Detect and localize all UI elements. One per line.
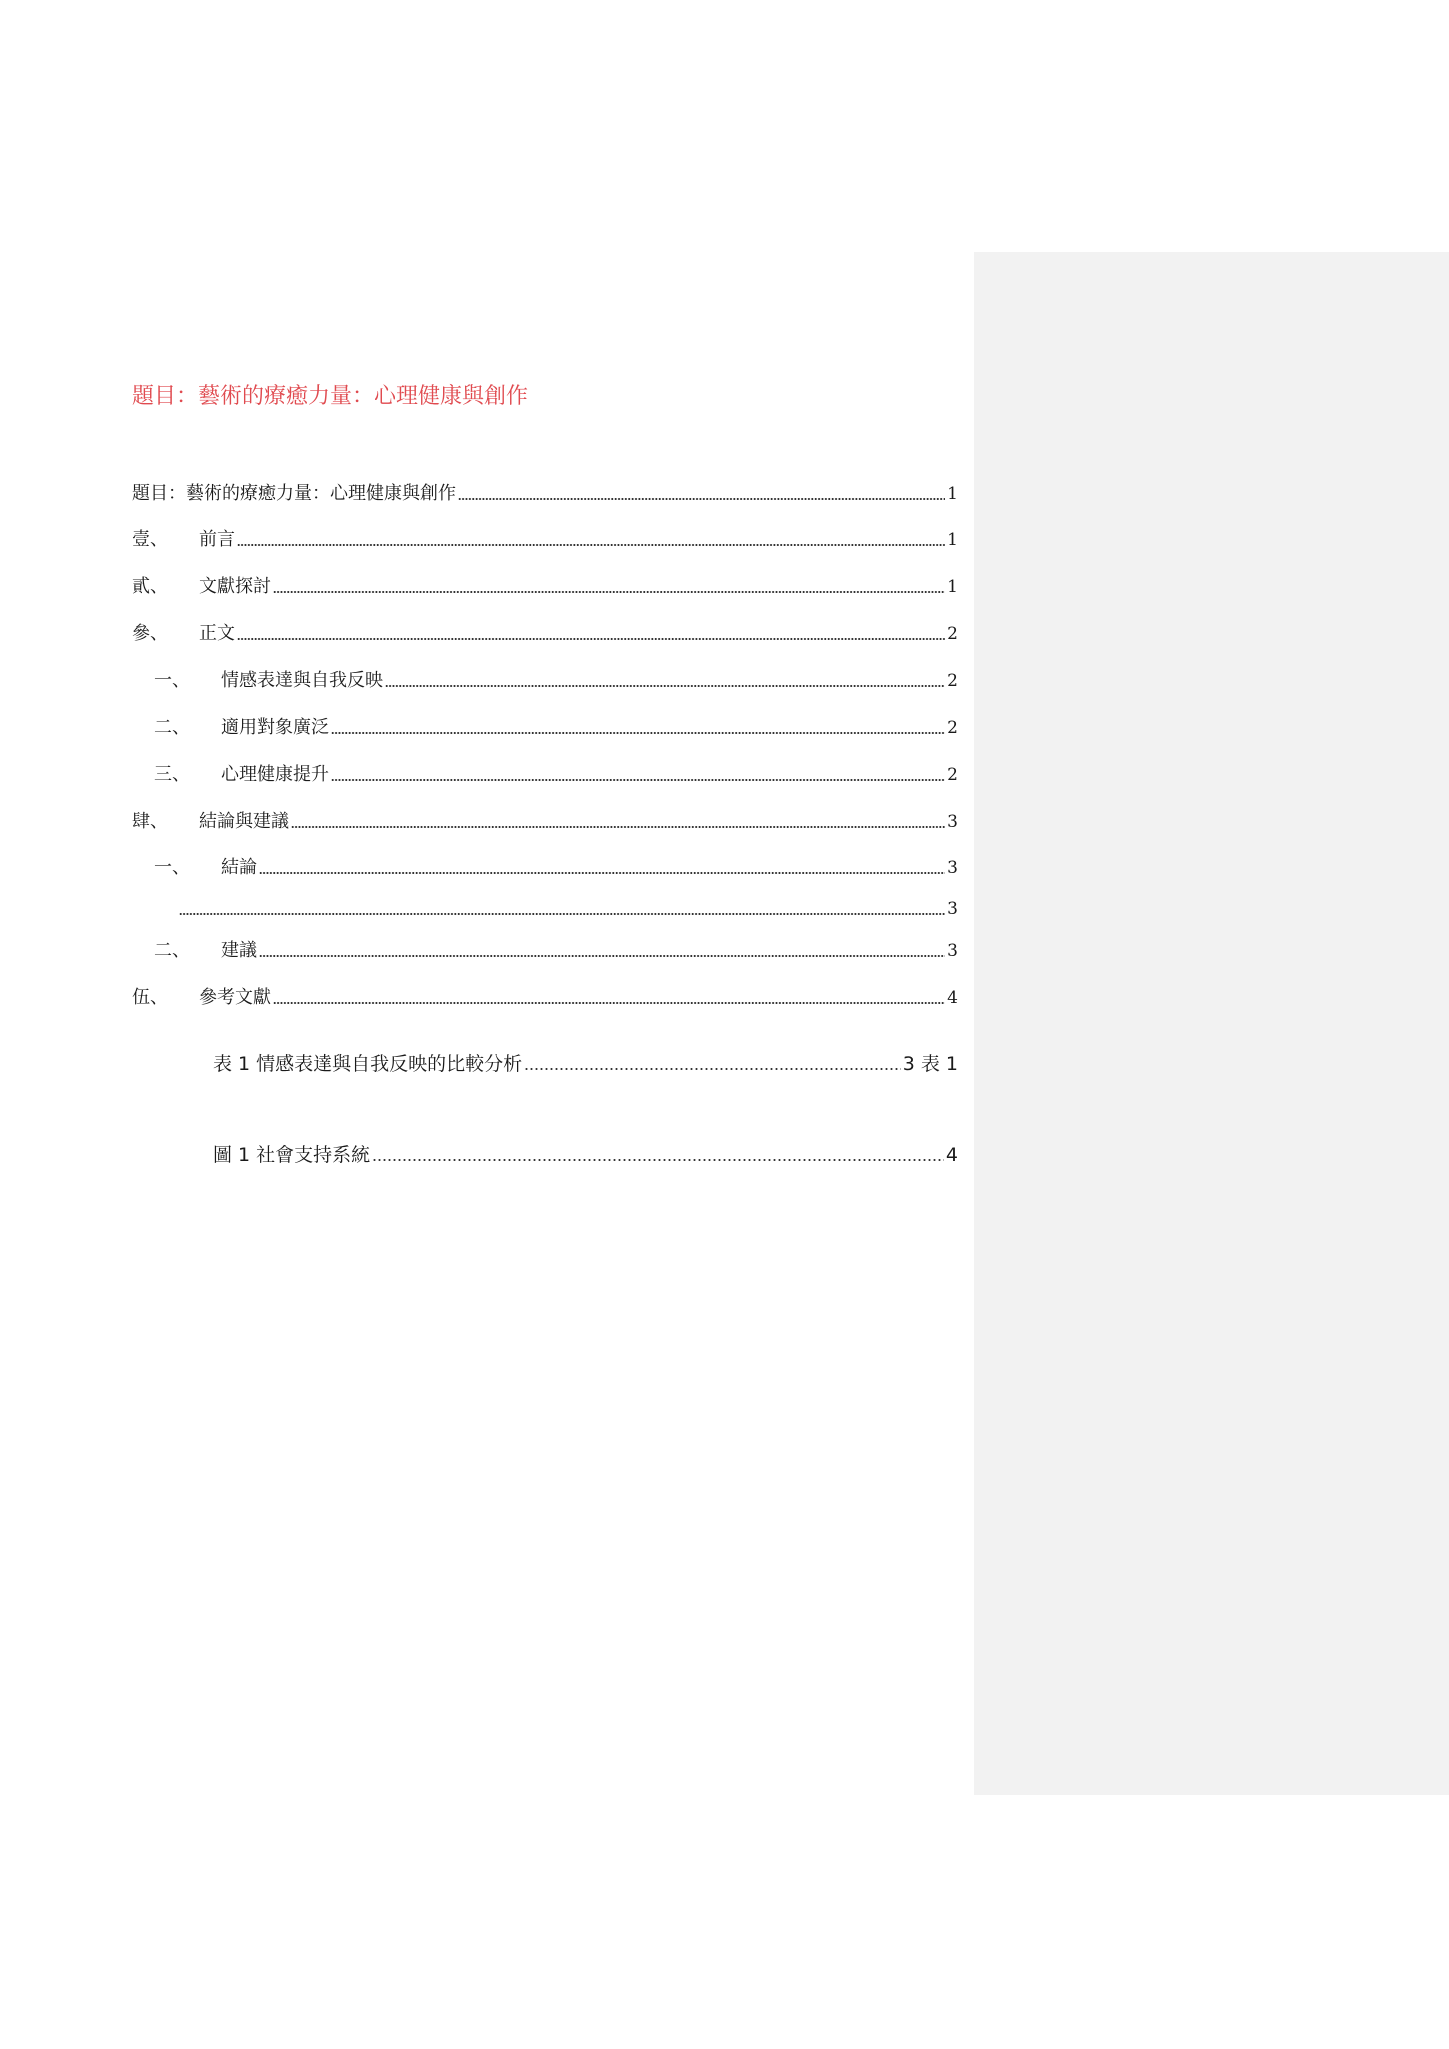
toc-entry[interactable] [132, 621, 958, 647]
figure-entry-trailing-text: 表 1 [920, 1053, 958, 1075]
toc-entry-number: 二、 [154, 717, 190, 738]
toc-entry[interactable] [132, 481, 958, 507]
dot-leader [458, 493, 945, 501]
comment-pane [974, 252, 1449, 1795]
toc-entry-number: 一、 [154, 857, 190, 878]
toc-entry-label: 心理健康提升 [221, 764, 329, 785]
toc-entry-page: 1 [947, 484, 958, 504]
dot-leader [524, 1063, 901, 1071]
toc-entry-page: 3 [947, 858, 958, 878]
figure-entry-page: 4 [945, 1144, 958, 1166]
toc-subentry[interactable] [154, 938, 958, 964]
dot-leader [331, 774, 945, 782]
dot-leader [259, 950, 945, 958]
toc-subentry[interactable] [154, 855, 958, 881]
toc-entry-page: 2 [947, 671, 958, 691]
toc-entry-label: 題目：藝術的療癒力量：心理健康與創作 [132, 483, 456, 504]
figure-entry-label: 圖 1 社會支持系統 [213, 1144, 371, 1166]
toc-entry-page: 3 [947, 812, 958, 832]
dot-leader [372, 1154, 944, 1162]
toc-entry-label: 情感表達與自我反映 [221, 670, 383, 691]
toc-entry-page: 3 [947, 941, 958, 961]
toc-entry[interactable] [132, 809, 958, 835]
toc-entry-number: 壹、 [132, 529, 168, 550]
dot-leader [237, 633, 945, 641]
figure-list-entry[interactable] [213, 1141, 958, 1169]
dot-leader [259, 867, 945, 875]
toc-entry-label: 前言 [199, 529, 235, 550]
toc-entry-number: 參、 [132, 623, 168, 644]
toc-entry-label: 文獻探討 [199, 576, 271, 597]
toc-subentry[interactable] [154, 762, 958, 788]
dot-leader [273, 997, 945, 1005]
toc-entry-page: 4 [947, 988, 958, 1008]
toc-entry-number: 肆、 [132, 811, 168, 832]
toc-empty-entry[interactable] [177, 896, 958, 922]
toc-entry-number: 二、 [154, 940, 190, 961]
figure-entry-page: 3 [902, 1053, 915, 1075]
toc-entry-number: 三、 [154, 764, 190, 785]
toc-entry-page: 3 [947, 899, 958, 919]
figure-entry-label: 表 1 情感表達與自我反映的比較分析 [213, 1053, 523, 1075]
toc-entry-number: 一、 [154, 670, 190, 691]
toc-subentry[interactable] [154, 715, 958, 741]
dot-leader [331, 727, 945, 735]
toc-entry-page: 1 [947, 530, 958, 550]
toc-entry-label: 適用對象廣泛 [221, 717, 329, 738]
toc-subentry[interactable] [154, 668, 958, 694]
toc-entry-number: 伍、 [132, 987, 168, 1008]
dot-leader [291, 821, 945, 829]
figure-list-entry[interactable] [213, 1050, 958, 1078]
toc-entry[interactable] [132, 574, 958, 600]
toc-entry-label: 結論與建議 [199, 811, 289, 832]
toc-entry-page: 2 [947, 765, 958, 785]
toc-entry-number: 貳、 [132, 576, 168, 597]
toc-entry-page: 2 [947, 624, 958, 644]
toc-entry-label: 正文 [199, 623, 235, 644]
dot-leader [385, 680, 945, 688]
toc-entry-label: 建議 [221, 940, 257, 961]
toc-entry-page: 2 [947, 718, 958, 738]
toc-entry[interactable] [132, 985, 958, 1011]
toc-entry-label: 結論 [221, 857, 257, 878]
dot-leader [179, 908, 945, 916]
toc-entry-label: 參考文獻 [199, 987, 271, 1008]
document-title: 題目：藝術的療癒力量：心理健康與創作 [132, 384, 529, 409]
dot-leader [237, 539, 945, 547]
toc-entry[interactable] [132, 527, 958, 553]
toc-entry-page: 1 [947, 577, 958, 597]
dot-leader [273, 586, 945, 594]
